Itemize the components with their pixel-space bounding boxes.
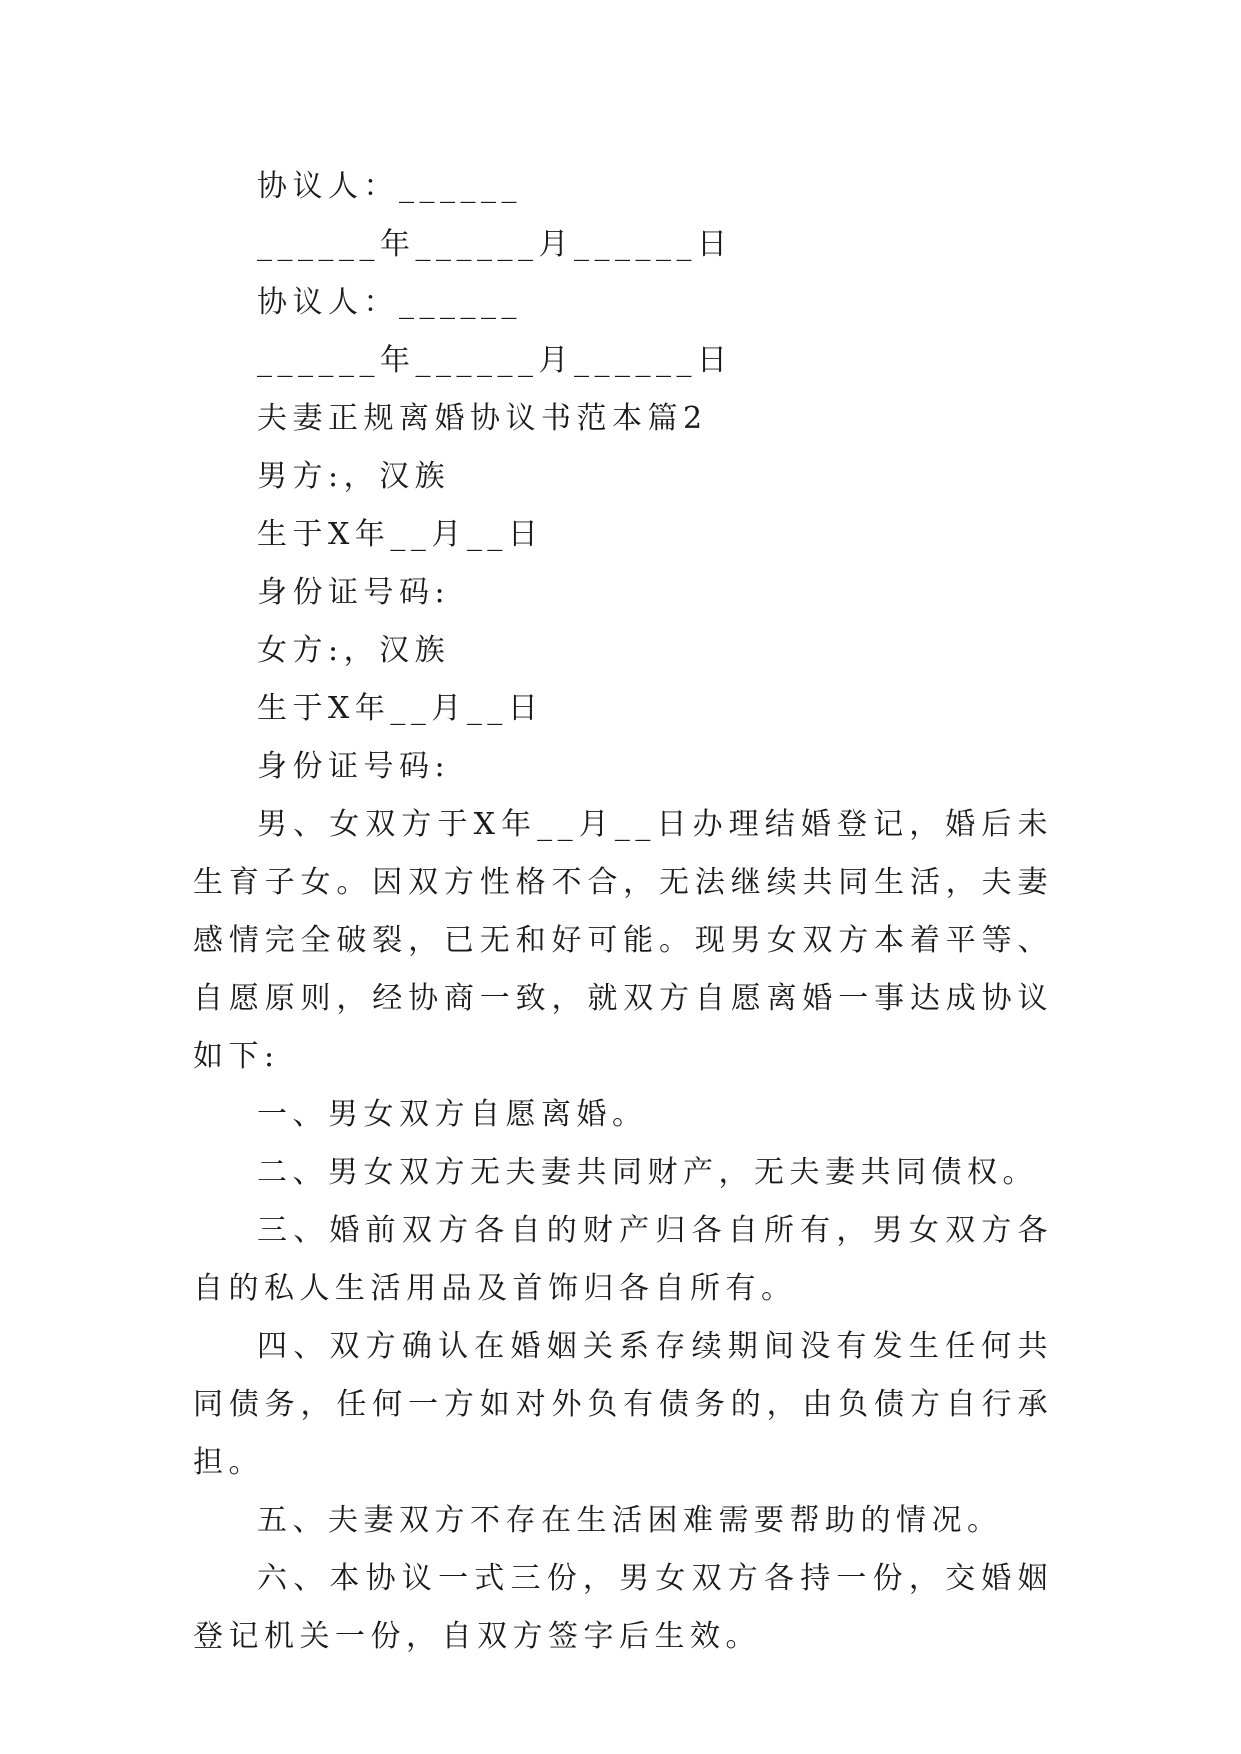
- female-party-line: 女方:，汉族: [257, 633, 451, 668]
- clause-paragraph: 一、男女双方自愿离婚。: [257, 1097, 648, 1132]
- signatory-line: 协议人：______: [257, 169, 522, 204]
- section-title: 夫妻正规离婚协议书范本篇2: [257, 401, 708, 436]
- male-id-line: 身份证号码:: [257, 575, 451, 610]
- male-party-line: 男方:，汉族: [257, 459, 451, 494]
- female-birth-line: 生于X年__月__日: [257, 691, 544, 726]
- female-id-line: 身份证号码:: [257, 749, 451, 784]
- signatory-line: 协议人：______: [257, 285, 522, 320]
- clause-paragraph: 五、夫妻双方不存在生活困难需要帮助的情况。: [257, 1503, 1003, 1538]
- clause-paragraph: 四、双方确认在婚姻关系存续期间没有发生任何共同债务，任何一方如对外负有债务的，由负债方自行承担。: [193, 1329, 1053, 1480]
- date-line: ______年______月______日: [257, 343, 733, 378]
- document-body: [193, 158, 1053, 1666]
- clause-paragraph: 三、婚前双方各自的财产归各自所有，男女双方各自的私人生活用品及首饰归各自所有。: [193, 1213, 1053, 1306]
- intro-paragraph: 男、女双方于X年__月__日办理结婚登记，婚后未生育子女。因双方性格不合，无法继续共同生活，夫妻感情完全破裂，已无和好可能。现男女双方本着平等、自愿原则，经协商一致，就双方自愿离婚一事达成协议如下:: [193, 807, 1053, 1074]
- clause-paragraph: 二、男女双方无夫妻共同财产，无夫妻共同债权。: [257, 1155, 1038, 1190]
- date-line: ______年______月______日: [257, 227, 733, 262]
- clause-paragraph: 六、本协议一式三份，男女双方各持一份，交婚姻登记机关一份，自双方签字后生效。: [193, 1561, 1053, 1654]
- male-birth-line: 生于X年__月__日: [257, 517, 544, 552]
